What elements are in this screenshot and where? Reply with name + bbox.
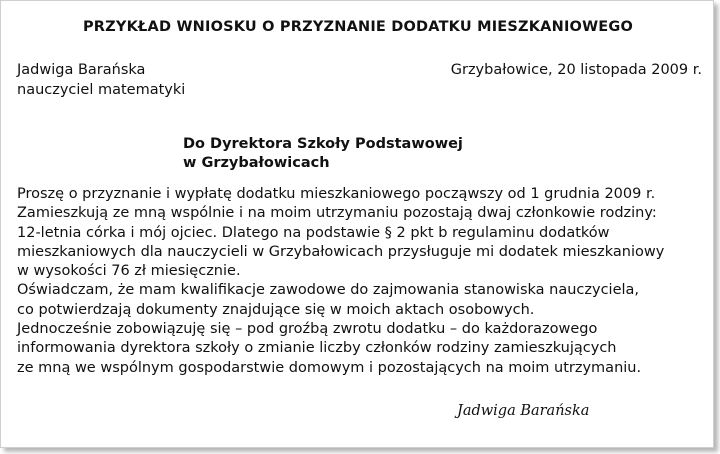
recipient-line: Do Dyrektora Szkoły Podstawowej [183, 136, 463, 152]
recipient-block [183, 135, 463, 173]
body-line: Zamieszkują ze mną wspólnie i na moim utrzymaniu pozostają dwaj członkowie rodziny: [17, 205, 657, 222]
body-line: informowania dyrektora szkoły o zmianie liczby członków rodziny zamieszkujących [17, 340, 617, 357]
body-line: co potwierdzają dokumenty znajdujące się w moich aktach osobowych. [17, 301, 535, 318]
body-line: Oświadczam, że mam kwalifikacje zawodowe do zajmowania stanowiska nauczyciela, [17, 282, 640, 299]
recipient-line: w Grzybałowicach [183, 155, 330, 171]
body-line: mieszkaniowych dla nauczycieli w Grzybałowicach przysługuje mi dodatek mieszkaniowy [17, 243, 665, 260]
body-line: ze mną we wspólnym gospodarstwie domowym i pozostających na moim utrzymaniu. [17, 359, 642, 376]
body-line: Proszę o przyznanie i wypłatę dodatku mieszkaniowego począwszy od 1 grudnia 2009 r. [17, 186, 656, 202]
sender-name: Jadwiga Barańska [17, 62, 146, 78]
place-and-date: Grzybałowice, 20 listopada 2009 r. [450, 62, 702, 78]
sender-block [17, 60, 185, 100]
body-line: 12-letnia córka i mój ojciec. Dlatego na podstawie § 2 pkt b regulaminu dodatków [17, 224, 610, 241]
body-line: w wysokości 76 zł miesięcznie. [17, 263, 241, 280]
body-text [17, 185, 664, 378]
body-line: Jednocześnie zobowiązuję się – pod groźbą zwrotu dodatku – do każdorazowego [17, 321, 598, 338]
sender-position: nauczyciel matematyki [17, 82, 186, 98]
document-title: PRZYKŁAD WNIOSKU O PRZYZNANIE DODATKU MIESZKANIOWEGO [82, 19, 633, 35]
signature: Jadwiga Barańska [457, 403, 590, 419]
